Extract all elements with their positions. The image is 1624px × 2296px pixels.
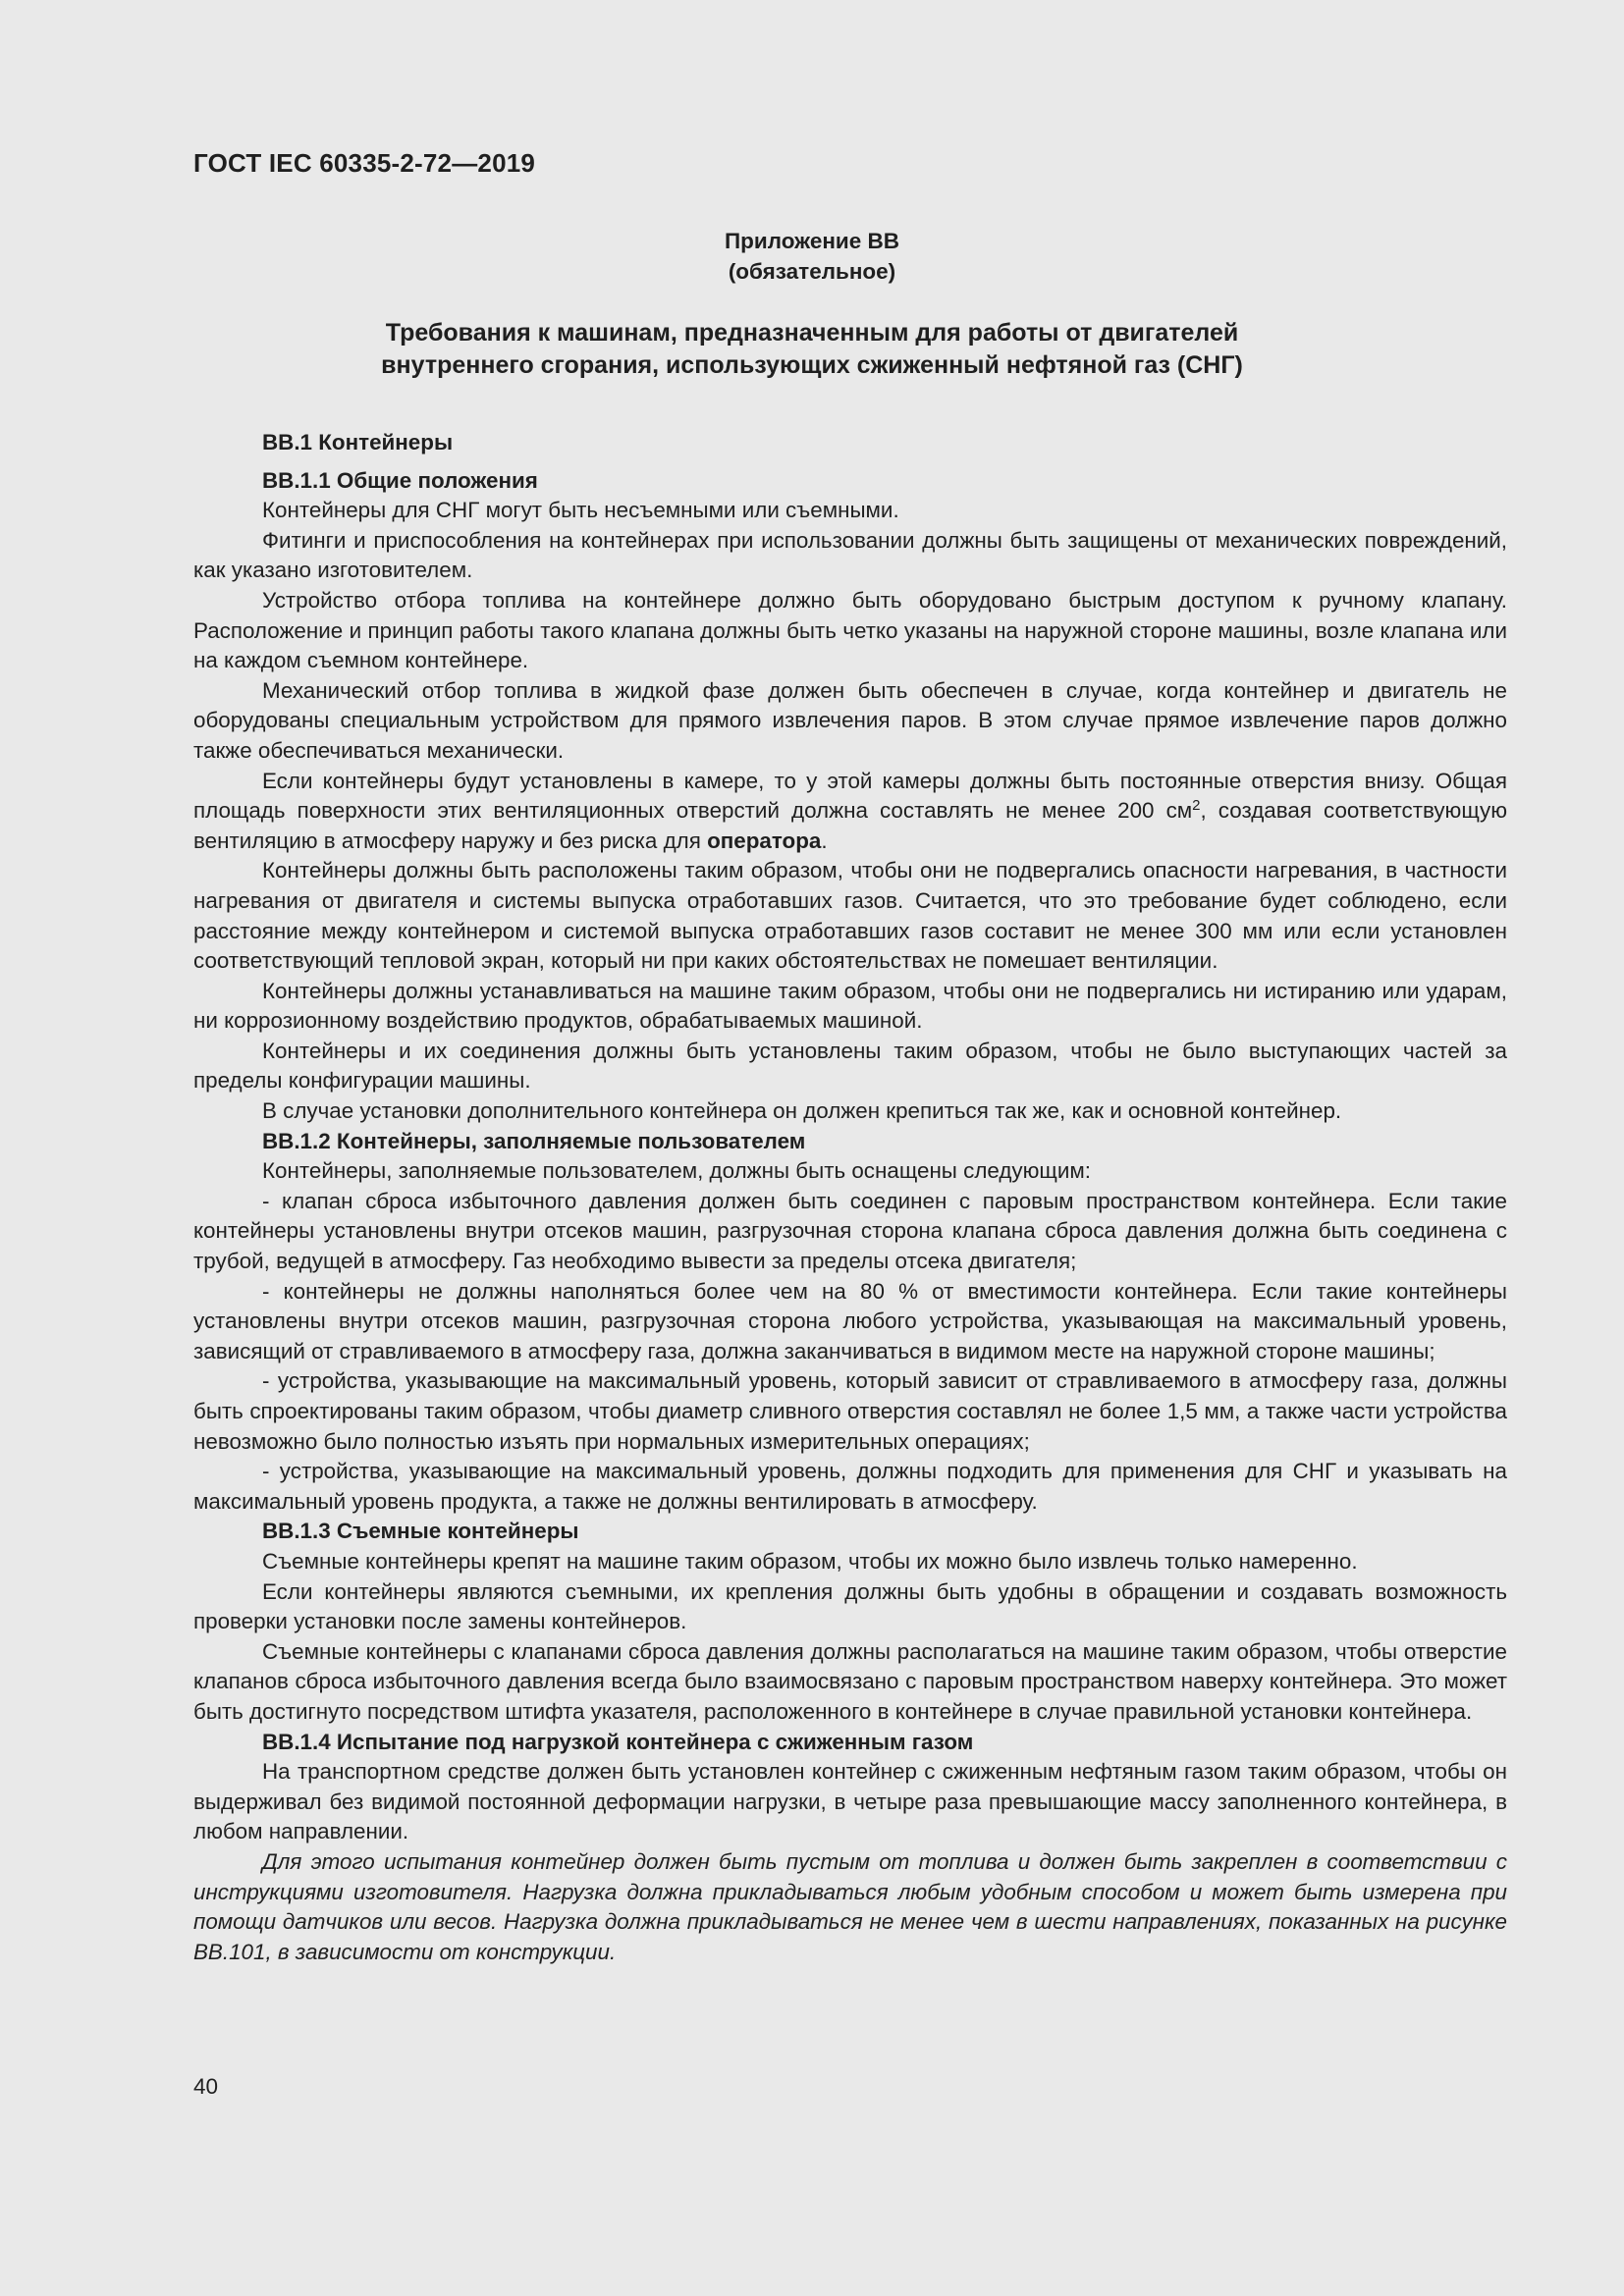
paragraph: На транспортном средстве должен быть установлен контейнер с сжиженным нефтяным газом таким образом, чтобы он выдерживал без видимой постоянной деформации нагрузки, в четыре раза превышающие массу заполненного контейнера, в любом направлении. xyxy=(193,1759,1507,1844)
section-heading-bb1-1: ВВ.1.1 Общие положения xyxy=(262,467,538,493)
document-body xyxy=(193,428,1507,1967)
paragraph: Съемные контейнеры крепят на машине таким образом, чтобы их можно было извлечь только намеренно. xyxy=(262,1548,1358,1574)
list-item: - контейнеры не должны наполняться более чем на 80 % от вместимости контейнера. Если такие контейнеры установлены внутри отсеков машин, разгрузочная сторона любого устройства, указывающая на максимальный уровень, зависящий от стравливаемого в атмосферу газа, должна заканчиваться в видимом месте на наружной стороне машины; xyxy=(193,1278,1507,1363)
paragraph: Фитинги и приспособления на контейнерах при использовании должны быть защищены от механических повреждений, как указано изготовителем. xyxy=(193,527,1507,583)
paragraph: Если контейнеры являются съемными, их крепления должны быть удобны в обращении и создавать возможность проверки установки после замены контейнеров. xyxy=(193,1578,1507,1634)
section-heading-bb1-2: ВВ.1.2 Контейнеры, заполняемые пользователем xyxy=(262,1128,806,1153)
appendix-heading xyxy=(0,226,1624,287)
section-heading-bb1-4: ВВ.1.4 Испытание под нагрузкой контейнера с сжиженным газом xyxy=(262,1729,974,1754)
list-item: - клапан сброса избыточного давления должен быть соединен с паровым пространством контейнера. Если такие контейнеры установлены внутри отсеков машин, разгрузочная сторона клапана сброса давления должна быть соединена с трубой, ведущей в атмосферу. Газ необходимо вывести за пределы отсека двигателя; xyxy=(193,1188,1507,1274)
document-code: ГОСТ IEC 60335-2-72—2019 xyxy=(193,148,536,178)
superscript: 2 xyxy=(1192,797,1201,815)
paragraph: Механический отбор топлива в жидкой фазе должен быть обеспечен в случае, когда контейнер и двигатель не оборудованы специальным устройством для прямого извлечения паров. В этом случае прямое извлечение паров должно также обеспечиваться механически. xyxy=(193,677,1507,763)
appendix-name: Приложение ВВ xyxy=(724,229,900,253)
paragraph-ventilation xyxy=(193,767,1507,857)
list-item: - устройства, указывающие на максимальный уровень, который зависит от стравливаемого в атмосферу газа, должны быть спроектированы таким образом, чтобы диаметр сливного отверстия составлял не более 1,5 мм, а также части устройства невозможно было полностью изъять при нормальных измерительных операциях; xyxy=(193,1368,1507,1454)
appendix-title-line-1: Требования к машинам, предназначенным для работы от двигателей xyxy=(385,319,1239,347)
paragraph-text: Если контейнеры будут установлены в камере, то у этой камеры должны быть постоянные отверстия внизу. Общая площадь поверхности этих вентиляционных отверстий должна составлять не менее 200 см xyxy=(193,768,1507,824)
paragraph: Контейнеры и их соединения должны быть установлены таким образом, чтобы не было выступающих частей за пределы конфигурации машины. xyxy=(193,1038,1507,1094)
paragraph-text: , создавая соответствующую вентиляцию в атмосферу наружу и без риска для xyxy=(193,798,1508,853)
paragraph: Контейнеры, заполняемые пользователем, должны быть оснащены следующим: xyxy=(262,1158,1091,1184)
paragraph: В случае установки дополнительного контейнера он должен крепиться так же, как и основной контейнер. xyxy=(262,1098,1342,1124)
paragraph: Съемные контейнеры с клапанами сброса давления должны располагаться на машине таким образом, чтобы отверстие клапанов сброса избыточного давления всегда было взаимосвязано с паровым пространством наверху контейнера. Это может быть достигнуто посредством штифта указателя, расположенного в контейнере в случае правильной установки контейнера. xyxy=(193,1638,1507,1724)
section-heading-bb1-3: ВВ.1.3 Съемные контейнеры xyxy=(262,1519,579,1544)
section-heading-bb1: ВВ.1 Контейнеры xyxy=(262,430,454,454)
appendix-kind: (обязательное) xyxy=(728,259,896,284)
paragraph-text: . xyxy=(821,828,828,853)
term-operator: оператора xyxy=(707,828,822,853)
appendix-title xyxy=(0,317,1624,382)
paragraph-test-method: Для этого испытания контейнер должен быть пустым от топлива и должен быть закреплен в соответствии с инструкциями изготовителя. Нагрузка должна прикладываться любым удобным способом и может быть измерена при помощи датчиков или весов. Нагрузка должна прикладываться не менее чем в шести направлениях, показанных на рисунке ВВ.101, в зависимости от конструкции. xyxy=(193,1848,1507,1964)
list-item: - устройства, указывающие на максимальный уровень, должны подходить для применения для СНГ и указывать на максимальный уровень продукта, а также не должны вентилировать в атмосферу. xyxy=(193,1459,1507,1514)
paragraph: Устройство отбора топлива на контейнере должно быть оборудовано быстрым доступом к ручному клапану. Расположение и принцип работы такого клапана должны быть четко указаны на наружной стороне машины, возле клапана или на каждом съемном контейнере. xyxy=(193,587,1507,673)
paragraph: Контейнеры для СНГ могут быть несъемными или съемными. xyxy=(262,498,899,523)
paragraph: Контейнеры должны быть расположены таким образом, чтобы они не подвергались опасности нагревания, в частности нагревания от двигателя и системы выпуска отработавших газов. Считается, что это требование будет соблюдено, если расстояние между контейнером и системой выпуска отработавших газов составит не менее 300 мм или если установлен соответствующий тепловой экран, который ни при каких обстоятельствах не помешает вентиляции. xyxy=(193,858,1507,974)
paragraph: Контейнеры должны устанавливаться на машине таким образом, чтобы они не подвергались ни истиранию или ударам, ни коррозионному воздействию продуктов, обрабатываемых машиной. xyxy=(193,978,1507,1034)
appendix-title-line-2: внутреннего сгорания, использующих сжиженный нефтяной газ (СНГ) xyxy=(381,351,1243,379)
page-number: 40 xyxy=(193,2074,219,2099)
